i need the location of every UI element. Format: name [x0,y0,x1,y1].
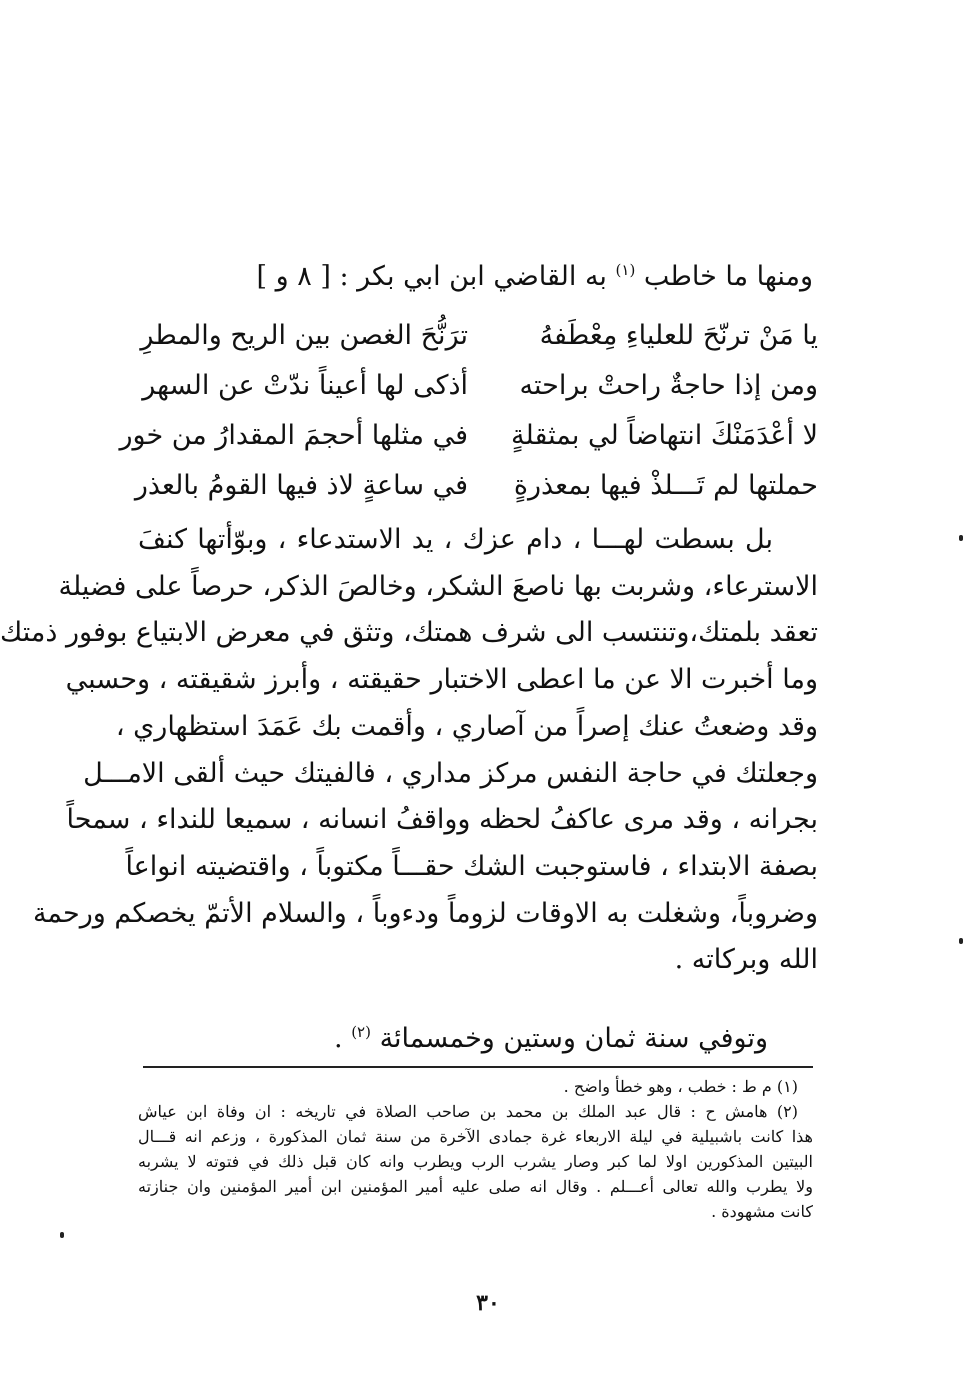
verse-line [138,360,818,410]
scan-speck [959,938,963,944]
footnote-2-line: البيتين المذكورين اولا لما كبر وصار يشرب الرب ويطرب وانه كان قبل ذلك في فتوته لا يشربه [138,1152,813,1171]
prose-line: وجعلتك في حاجة النفس مركز مداري ، فالفيتك حيث ألقى الامـــل [83,757,818,789]
prose-line: بل بسطت لهـــا ، دام عزك ، يد الاستدعاء ، وبوّأتها كنفَ [138,524,773,555]
footnote-2: (٢) هامش ح : قال عبد الملك بن محمد بن صاحب الصلاة في تاريخه : ان وفاة ابن عياش [138,1102,798,1121]
footnote-marker-1: (١) [615,261,636,279]
page-number: ٣٠ [476,1290,500,1316]
verse-second-hemistich: أذكى لها أعيناً ندّتْ عن السهر [142,369,468,401]
scan-speck [60,1232,64,1238]
prose-line: الاسترعاء، وشربت بها ناصعَ الشكر، وخالصَ الذكر، حرصاً على فضيلة [58,570,818,602]
footnote-1: (١) م ط : خطب ، وهو خطأ واضح . [563,1077,798,1096]
footnote-2-line: هذا كانت باشبيلية في ليلة الاربعاء غرة جمادى الآخرة من سنة ثمان المذكورة ، وزعم انه قـــال [138,1127,813,1146]
footnote-divider [143,1066,813,1068]
footnotes [138,1074,813,1224]
section-heading [133,252,813,295]
poem [119,310,818,510]
closing-text: وتوفي سنة ثمان وستين وخمسمائة [379,1023,768,1054]
prose-line: تعقد بلمتك،وتنتسب الى شرف همتك، وتثق في معرض الابتياع بوفور ذمتك [0,617,818,649]
verse-line [134,460,818,510]
prose-line: وما أخبرت الا عن ما اعطى الاختبار حقيقته ، وأبرز شقيقته ، وحسبي [65,664,818,696]
prose-line: وضروباً، وشغلت به الاوقات لزوماً ودءوباً ، والسلام الأتمّ يخصكم ورحمة [32,897,818,929]
footnote-2-line: كانت مشهودة . [711,1202,813,1221]
scan-speck [959,535,963,541]
prose-line: بصفة الابتداء ، فاستوجبت الشك حقـــاً مكتوباً ، واقتضيته انواعاً [125,850,818,882]
heading-text-continued: به القاضي ابن ابي بكر : [ ٨ و ] [256,261,607,292]
closing-period: . [334,1023,343,1054]
verse-line [138,310,818,360]
prose-paragraph [0,517,818,984]
verse-first-hemistich: يا مَنْ ترنّحَ للعلياءِ مِعْطَفهُ [539,319,818,351]
prose-line: الله وبركاته . [674,944,818,976]
footnote-marker-2: (٢) [351,1023,371,1041]
closing-line [148,1012,768,1059]
verse-second-hemistich: في مثلها أحجمَ المقدارُ من خور [119,419,468,451]
verse-first-hemistich: ومن إذا حاجةٌ راحتْ براحته [519,369,818,401]
verse-line [119,410,818,460]
verse-second-hemistich: في ساعةٍ لاذ فيها القومُ بالعذر [134,469,468,501]
footnote-2-line: ولا يطرب والله تعالى أعـــلم . وقال انه صلى عليه أمير المؤمنين ابن أمير المؤمنين وان جنازته [138,1177,813,1196]
prose-line: بجرانه ، وقد مرى عاكفُ لحظه وواقفُ انسانه ، سميعا للنداء ، سمحاً [66,804,818,836]
verse-second-hemistich: ترَنُّحَ الغصن بين الريح والمطرِ [140,319,468,351]
verse-first-hemistich: لا أعْدَمَنْكَ انتهاضاً لي بمثقلةٍ [511,419,818,451]
verse-first-hemistich: حملتها لم تَـــلذْ فيها بمعذرةٍ [513,469,818,501]
heading-text: ومنها ما خاطب [643,261,813,292]
prose-line: وقد وضعتُ عنك إصراً من آصاري ، وأقمت بك عَمَدَ استظهاري ، [115,710,818,742]
